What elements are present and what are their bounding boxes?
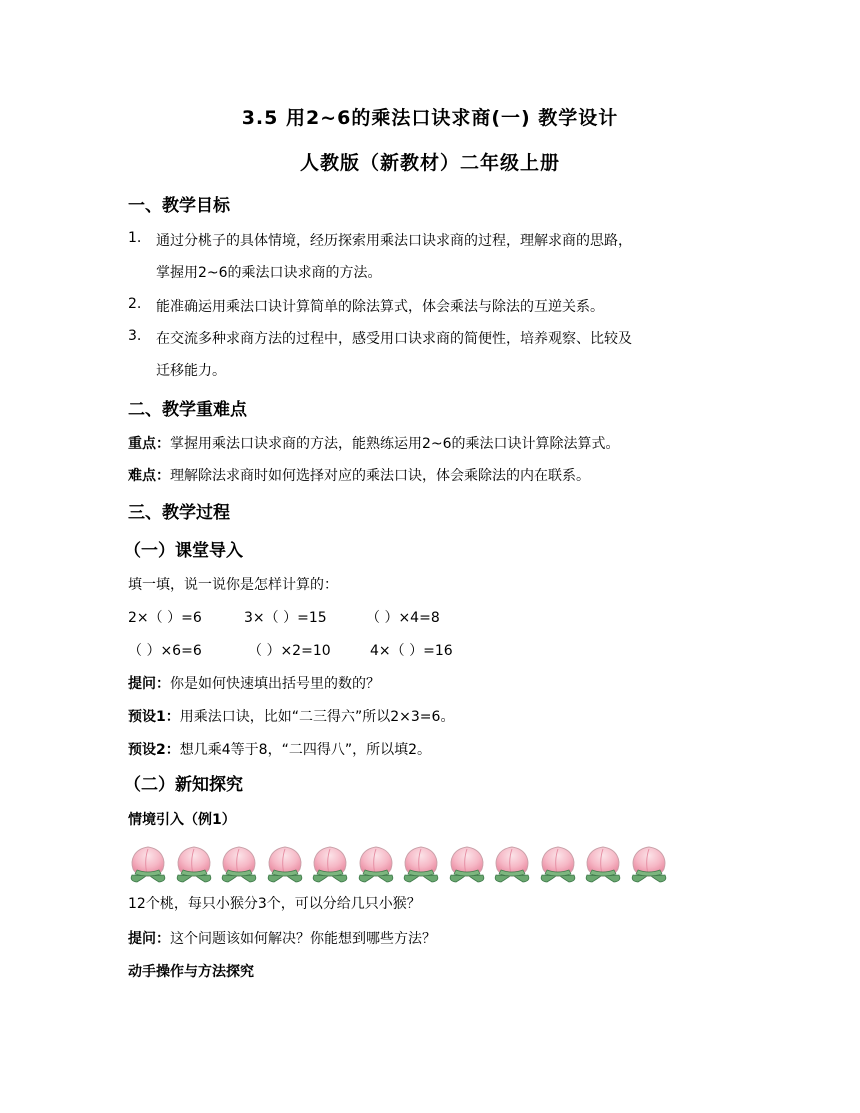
preset-2-text: 想几乘4等于8，“二四得八”，所以填2。 [179, 742, 431, 758]
goal-3-line-1: 在交流多种求商方法的过程中，感受用口诀求商的简便性，培养观察、比较及 [156, 331, 632, 347]
peach-illustration [128, 842, 688, 886]
section-heading-keypoints: 二、教学重难点 [128, 400, 247, 420]
subsection-heading-explore: （二）新知探究 [124, 775, 243, 795]
preset-answer-1 [128, 706, 454, 726]
preset-answer-2 [128, 739, 431, 759]
difficulty-paragraph [128, 465, 590, 485]
peach-icon [447, 842, 487, 884]
exercise-6: 4×（ ）=16 [370, 643, 453, 659]
peach-icon [538, 842, 578, 884]
section-heading-goals: 一、教学目标 [128, 196, 230, 216]
key-point-text: 掌握用乘法口诀求商的方法，能熟练运用2~6的乘法口诀计算除法算式。 [170, 436, 620, 452]
difficulty-text: 理解除法求商时如何选择对应的乘法口诀，体会乘除法的内在联系。 [170, 468, 590, 484]
peach-icon [265, 842, 305, 884]
peach-icon [629, 842, 669, 884]
goal-3-line-2: 迁移能力。 [156, 363, 226, 379]
explore-question-text: 这个问题该如何解决？你能想到哪些方法？ [170, 931, 436, 947]
preset-1-text: 用乘法口诀，比如“二三得六”所以2×3=6。 [179, 709, 455, 725]
preset-2-label: 预设2： [128, 742, 180, 758]
goal-1-line-2: 掌握用2~6的乘法口诀求商的方法。 [156, 265, 382, 281]
operation-heading: 动手操作与方法探究 [128, 964, 254, 980]
explore-question [128, 928, 436, 948]
goal-number-3: 3. [128, 328, 142, 344]
peach-icon [219, 842, 259, 884]
exercise-4: （ ）×6=6 [128, 643, 202, 659]
exercise-5: （ ）×2=10 [248, 643, 331, 659]
goal-number-2: 2. [128, 296, 142, 312]
peach-icon [310, 842, 350, 884]
question-text: 你是如何快速填出括号里的数的？ [170, 676, 380, 692]
preset-1-label: 预设1： [128, 709, 180, 725]
goal-1-line-1: 通过分桃子的具体情境，经历探索用乘法口诀求商的过程，理解求商的思路， [156, 233, 632, 249]
section-heading-process: 三、教学过程 [128, 503, 230, 523]
document-title: 3.5 用2~6的乘法口诀求商(一) 教学设计 [241, 107, 619, 129]
key-point-paragraph [128, 433, 620, 453]
peach-icon [583, 842, 623, 884]
explore-question-label: 提问： [128, 931, 170, 947]
peach-icon [492, 842, 532, 884]
subsection-heading-intro: （一）课堂导入 [124, 541, 243, 561]
question-label: 提问： [128, 676, 170, 692]
intro-instruction: 填一填，说一说你是怎样计算的： [128, 577, 338, 593]
goal-2-line-1: 能准确运用乘法口诀计算简单的除法算式，体会乘法与除法的互逆关系。 [156, 299, 604, 315]
intro-question [128, 673, 380, 693]
problem-statement: 12个桃，每只小猴分3个，可以分给几只小猴？ [128, 896, 421, 912]
exercise-2: 3×（ ）=15 [244, 610, 327, 626]
exercise-3: （ ）×4=8 [366, 610, 440, 626]
exercise-1: 2×（ ）=6 [128, 610, 202, 626]
key-point-label: 重点： [128, 436, 170, 452]
document-subtitle: 人教版（新教材）二年级上册 [299, 152, 560, 174]
peach-icon [174, 842, 214, 884]
difficulty-label: 难点： [128, 468, 170, 484]
peach-icon [128, 842, 168, 884]
goal-number-1: 1. [128, 230, 142, 246]
scene-intro-heading: 情境引入（例1） [128, 812, 236, 828]
peach-icon [401, 842, 441, 884]
peach-icon [356, 842, 396, 884]
